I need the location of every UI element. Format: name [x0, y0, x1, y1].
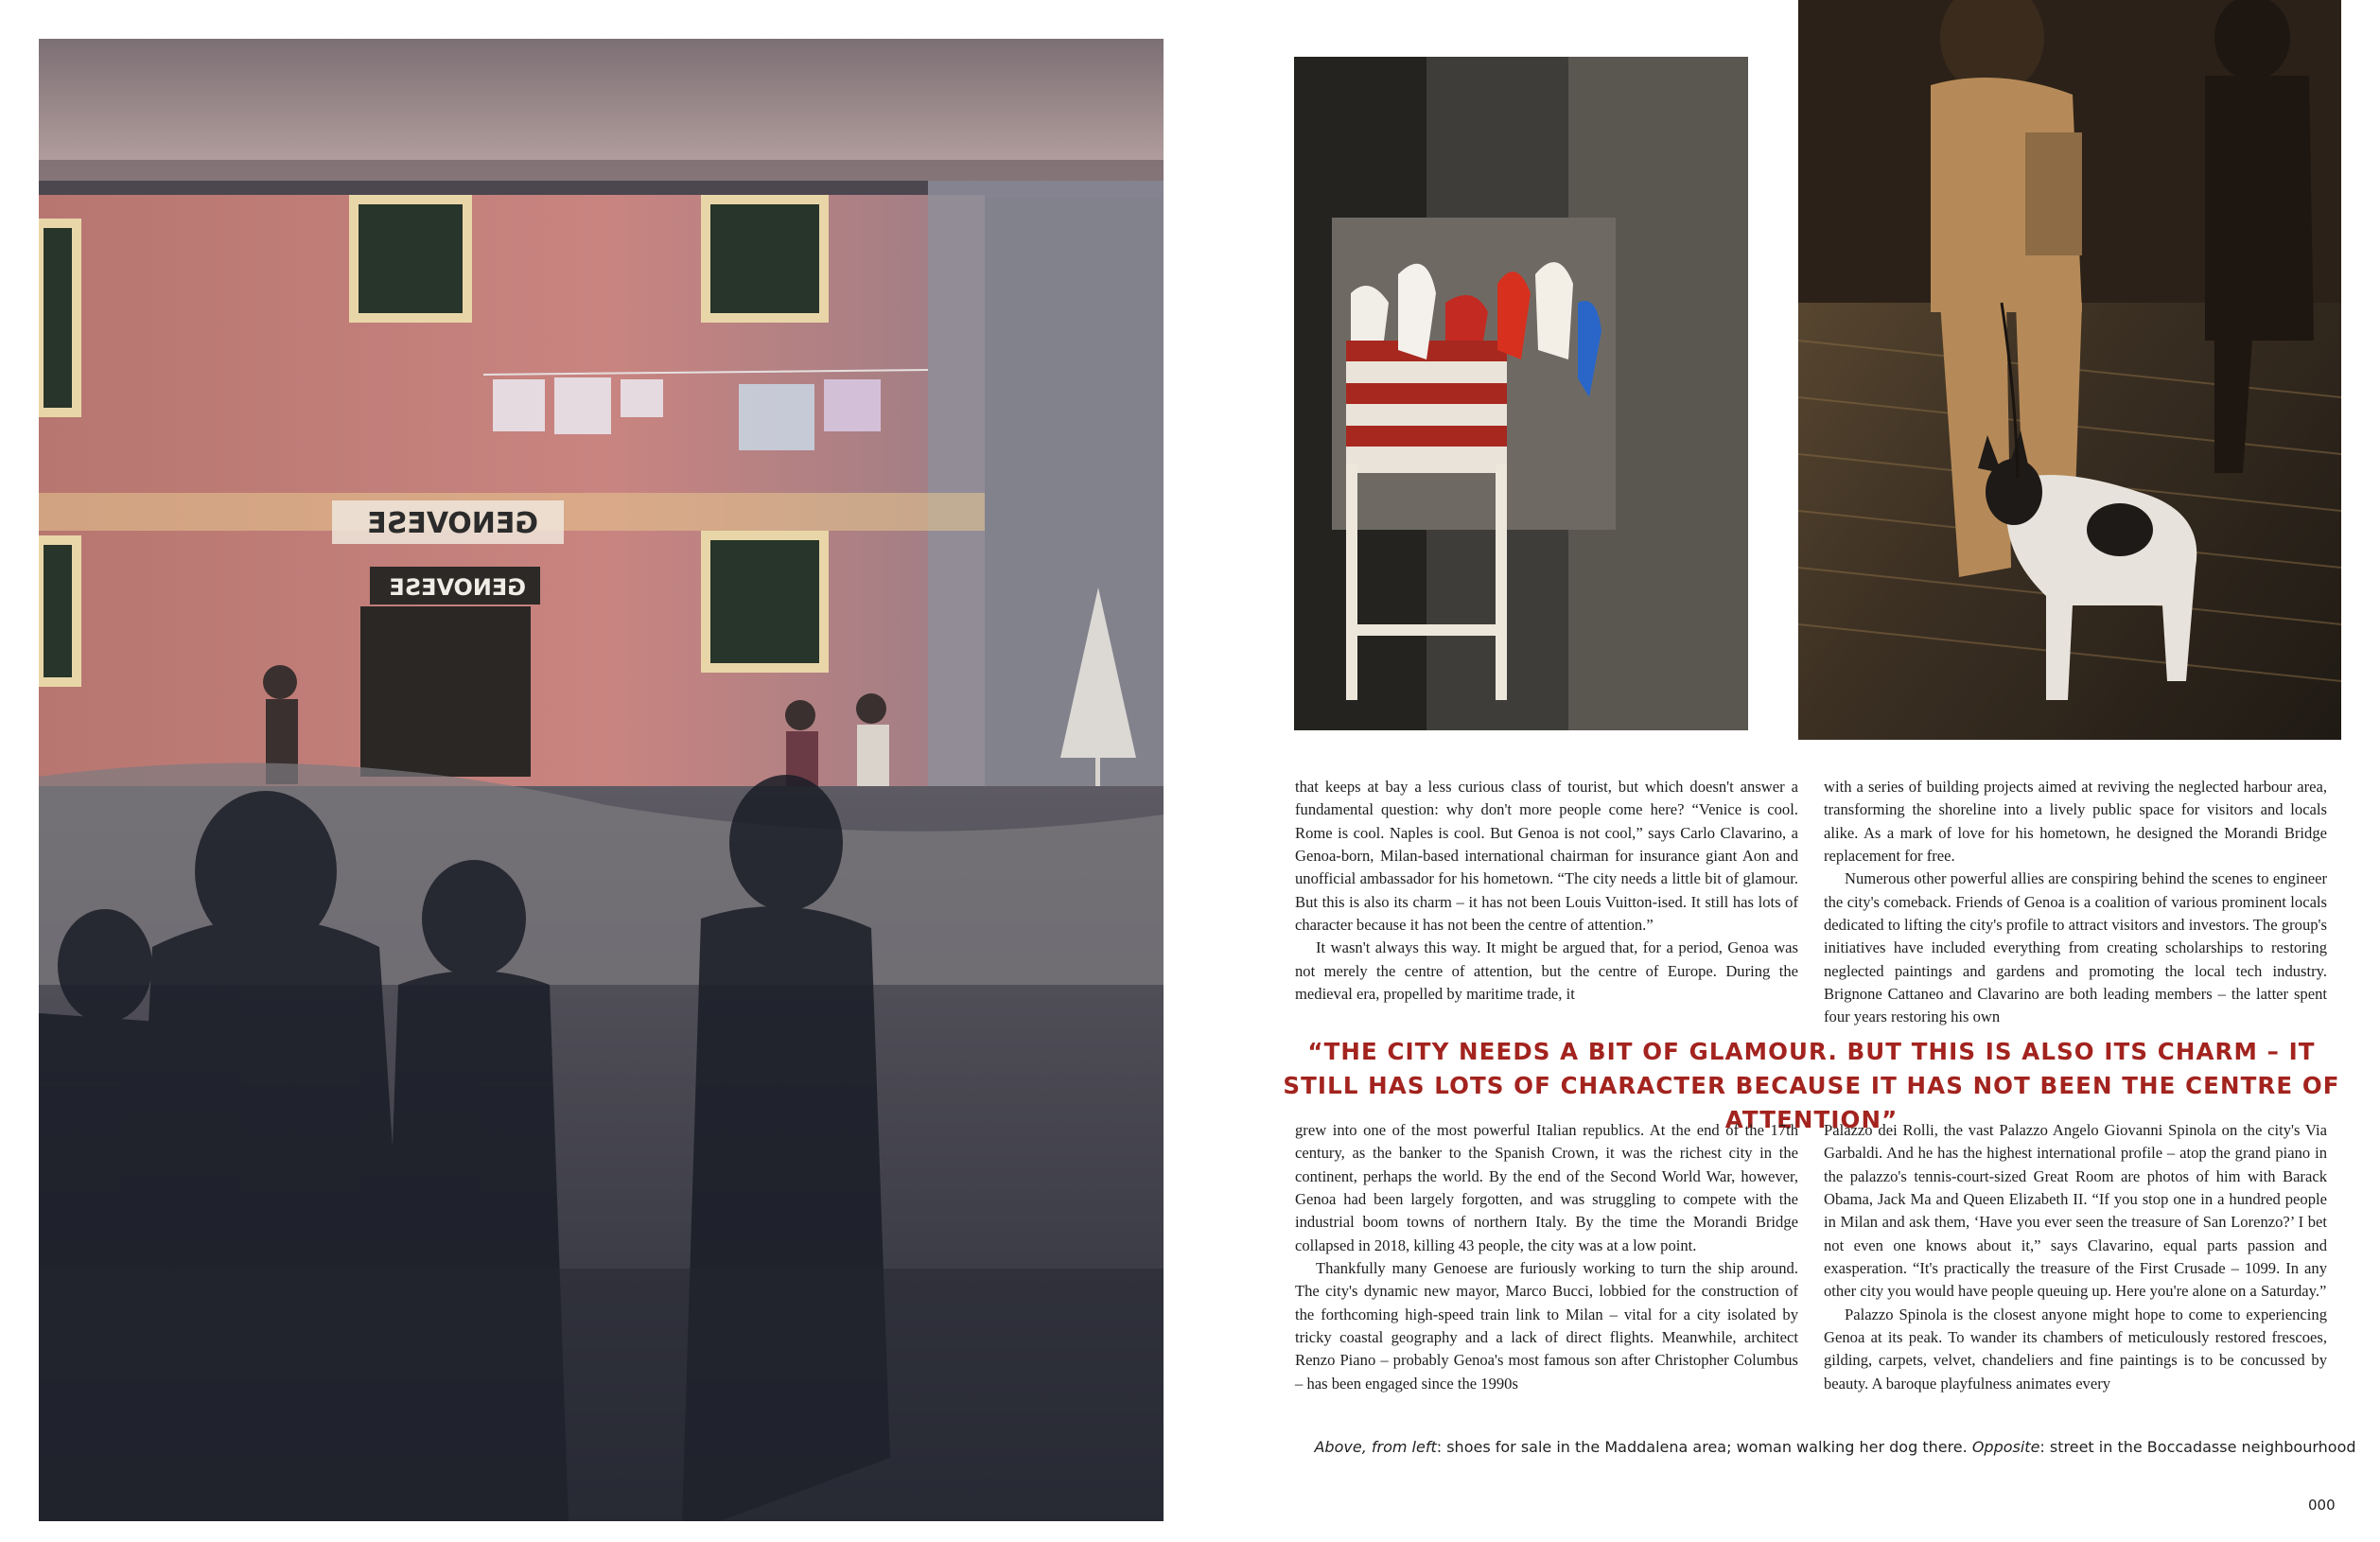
paragraph: that keeps at bay a less curious class of tourist, but which doesn't answer a fundamental question: why don't more people come here? “Venice is cool. Rome is cool. Naples is cool. But Genoa is not cool,” says Carlo Clavarino, a Genoa-born, Milan-based international chairman for insurance giant Aon and unofficial ambassador for his hometown. “The city needs a little bit of glamour. But this is also its charm – it has not been Louis Vuitton-ised. It still has lots of character because it has not been the centre of attention.”: [1295, 778, 1798, 935]
page-number: 000: [2308, 1497, 2336, 1514]
svg-text:GENOVESE: GENOVESE: [389, 574, 526, 601]
paragraph: Palazzo dei Rolli, the vast Palazzo Angelo Giovanni Spinola on the city's Via Garbaldi. And he has the highest international profile – atop the grand piano in the palazzo's tennis-court-sized Great Room are photos of him with Barack Obama, Jack Ma and Queen Elizabeth II. “If you stop one in a hundred people in Milan and ask them, ‘Have you ever seen the treasure of San Lorenzo?’ I bet not even one knows about it,” says Clavarino, equal parts passion and exasperation. “It's practically the treasure of the First Crusade – 1099. In any other city you would have people queuing up. Here you're alone on a Saturday.”: [1824, 1121, 2327, 1301]
caption-lead: Above, from left: [1314, 1438, 1437, 1456]
paragraph: Thankfully many Genoese are furiously working to turn the ship around. The city's dynamic new mayor, Marco Bucci, lobbied for the construction of the forthcoming high-speed train link to Milan – vital for a city isolated by tricky coastal geography and a lack of direct flights. Meanwhile, architect Renzo Piano – probably Genoa's most famous son after Christopher Columbus – has been engaged since the 1990s: [1295, 1259, 1798, 1393]
caption-text-2: : street in the Boccadasse neighbourhood: [2039, 1438, 2356, 1456]
paragraph: Palazzo Spinola is the closest anyone might hope to come to experiencing Genoa at its peak. To wander its chambers of meticulously restored frescoes, gilding, carpets, velvet, chandeliers and fine paintings is to be concussed by beauty. A baroque playfulness animates every: [1824, 1305, 2327, 1393]
caption-text: : shoes for sale in the Maddalena area; woman walking her dog there.: [1436, 1438, 1972, 1456]
article-column-bottom-left: [1295, 1119, 1798, 1395]
article-column-top-right: [1824, 776, 2327, 1029]
pull-quote: “THE CITY NEEDS A BIT OF GLAMOUR. BUT THIS IS ALSO ITS CHARM – IT STILL HAS LOTS OF CHARACTER BECAUSE IT HAS NOT BEEN THE CENTRE OF ATTENTION”: [1283, 1038, 2340, 1133]
paragraph: Numerous other powerful allies are conspiring behind the scenes to engineer the city's comeback. Friends of Genoa is a coalition of various prominent locals dedicated to lifting the city's profile to attract visitors and investors. The group's initiatives have included everything from creating scholarships to restoring neglected paintings and gardens and promoting the local tech industry. Brignone Cattaneo and Clavarino are both leading members – the latter spent four years restoring his own: [1824, 869, 2327, 1026]
article-column-top-left: [1295, 776, 1798, 1006]
main-photo-boccadasse: [39, 39, 1164, 1521]
photo-woman-walking-dog: [1798, 0, 2341, 740]
svg-text:GENOVESE: GENOVESE: [367, 507, 538, 540]
article-column-bottom-right: [1824, 1119, 2327, 1395]
paragraph: It wasn't always this way. It might be argued that, for a period, Genoa was not merely the centre of attention, but the centre of Europe. During the medieval era, propelled by maritime trade, it: [1295, 938, 1798, 1004]
paragraph: grew into one of the most powerful Italian republics. At the end of the 17th century, as the banker to the Spanish Crown, it was the richest city in the continent, perhaps the world. By the end of the Second World War, however, Genoa had been largely forgotten, and was struggling to compete with the industrial boom towns of northern Italy. By the time the Morandi Bridge collapsed in 2018, killing 43 people, the city was at a low point.: [1295, 1121, 1798, 1254]
caption-opposite: Opposite: [1971, 1438, 2040, 1456]
photo-shoes-maddalena: [1294, 57, 1748, 730]
photo-caption: [1286, 1438, 2380, 1456]
paragraph: with a series of building projects aimed at reviving the neglected harbour area, transforming the shoreline into a lively public space for visitors and locals alike. As a mark of love for his hometown, he designed the Morandi Bridge replacement for free.: [1824, 778, 2327, 866]
